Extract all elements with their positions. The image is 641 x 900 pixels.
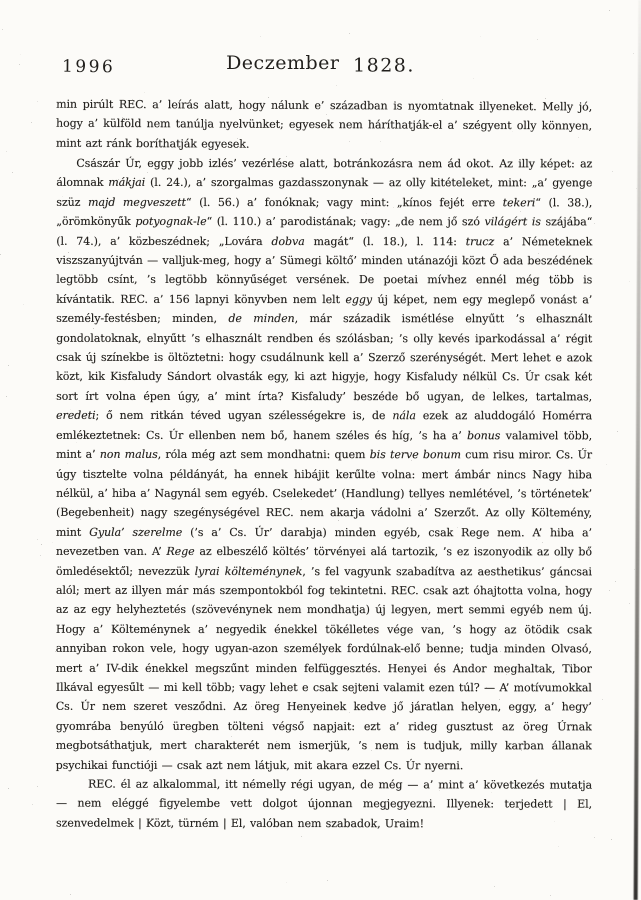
page-edge-shadow [634,0,641,900]
paragraph-review: Császár Úr, eggy jobb izlés’ vezérlése alatt, botránkozásra nem ád okot. Az illy képet: az álomnak mákjai (l. 24.), a’ szorgalmas gazdasszonynak — az olly kitételeket, mint: „a’ gyenge szüz majd megveszett“ (l. 56.) a’ fonóknak; vagy mint: „kínos fejét erre tekeri“ (l. 38.), „örömkönyűk potyognak-le“ (l. 110.) a’ parodistának; vagy: „de nem jő szó világért is szájába“ (l. 74.), a’ közbeszédnek; „Lovára dobva magát“ (l. 18.), l. 114: trucz a’ Németeknek viszszanyújtván — valljuk-meg, hogy a’ Sümegi költő’ minden utánazóji közt Ő ada beszédének legtöbb csínt, ’s legtöbb könnyűséget versének. De poetai mívhez ennél még több is kívántatik. REC. a’ 156 lapnyi könyvben nem lelt eggy új képet, nem egy meglepő vonást a’ személy-festésben; minden, de minden, már századik ismétlése elnyűtt ’s elhasznált gondolatoknak, elnyűtt ’s elhasznált rendben és szólásban; ’s olly kevés iparkodással a’ régit csak új színekbe is öltöztetni: hogy csudálnunk kell a’ Szerző szerénységét. Mert lehet e azok közt, kik Kisfaludy Sándort olvasták egy, ki azt higyje, hogy Kisfaludy nélkül Cs. Úr csak két sort írt volna épen úgy, a’ mint írta? Kisfaludy’ beszéde bő ugyan, de lelkes, tartalmas, eredeti; ő nem ritkán téved ugyan szélességekre is, de nála ezek az aluddogáló Homérra emlékeztetnek: Cs. Úr ellenben nem bő, hanem széles és híg, ’s ha a’ bonus valamivel több, mint a’ non malus, róla még azt sem mondhatni: quem bis terve bonum cum risu miror. Cs. Úr úgy tisztelte volna példányát, ha ennek hibájit kerűlte volna: mert ámbár nincs Nagy hiba nélkül, a’ hiba a’ Nagynál sem egyéb. Cselekedet’ (Handlung) tellyes nemlétével, ’s történetek’ (Begebenheit) nagy szegénységével REC. nem akarja vádolni a’ Szerzőt. Az olly Költemény, mint Gyula’ szerelme (’s a’ Cs. Úr’ darabja) minden egyéb, csak Rege nem. A’ hiba a’ nevezetben van. A’ Rege az elbeszélő költés’ törvényei alá tartozik, ’s ez iszonyodik az olly bő ömledésektől; nevezzük lyrai költeménynek, ’s fel vagyunk szabadítva az aesthetikus’ gáncsai alól; mert az illyen már más szempontokból fog tekintetni. REC. csak azt óhajtotta volna, hogy az az egy helyheztetés (szövevénynek nem mondhatja) új legyen, mert semmi egyéb nem új. Hogy a’ Költeménynek a’ negyedik énekkel tökélletes vége van, ’s hogy az ötödik csak annyiban rokon vele, hogy ugyan-azon személyek fordúlnak-elő benne; tudja minden Olvasó, mert a’ IV-dik énekkel megszűnt minden felfüggesztés. Henyei és Andor meghaltak, Tibor Ilkával egyesűlt — mi kell több; vagy lehet e csak sejteni valamit ezen túl? — A’ motívumokkal Cs. Úr nem szeret vesződni. Az öreg Henyeinek kedve jő járatlan helyen, eggy, a’ hegy’ gyomrába benyúló üregben tölteni végső napjait: ezt a’ rideg gusztust az öreg Úrnak megbotsáthatjuk, mert charakterét nem ismerjük, ’s nem is tudjuk, milly karban állanak psychikai functióji — csak azt nem látjuk, mit akara ezzel Cs. Úr nyerni. [55,156,593,772]
header-title [0,52,641,77]
paragraph-continuation: min pirúlt REC. a’ leírás alatt, hogy nálunk e’ században is nyomtatnak illyeneket. Melly jó, hogy a’ külföld nem tanúlja nyelvünket; egyesek nem háríthatják-el a’ szégyent olly könnyen, mint azt ránk boríthatják egyesek. [55,97,593,151]
page-number: 1996 [61,56,116,78]
page-header [0,52,641,88]
header-month: Deczember [226,52,340,74]
body-text [56,96,592,833]
scan-noise [0,0,1,1]
header-year: 1828. [353,54,415,77]
paragraph-remark: REC. él az alkalommal, itt némelly régi ugyan, de még — a’ mint a’ következés mutatja — nem eléggé figyelembe vett dolgot újonnan megjegyezni. Illyenek: terjedett | El, szenvedelmek | Közt, türném | El, valóban nem szabadok, Uraim! [55,777,593,831]
